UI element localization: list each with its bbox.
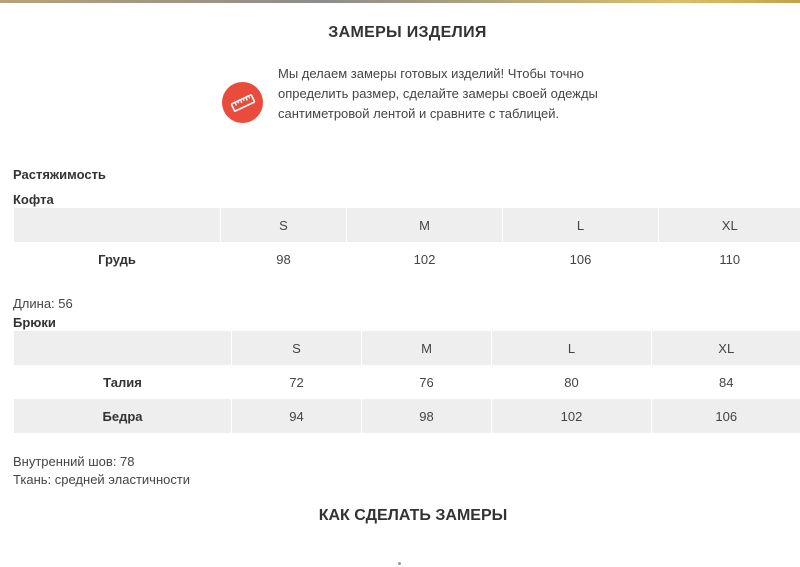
- size-header: M: [347, 208, 503, 242]
- table-header-row: [14, 331, 800, 365]
- page-title: ЗАМЕРЫ ИЗДЕЛИЯ: [328, 24, 487, 41]
- top-size-table: [13, 208, 800, 276]
- table-row: [14, 365, 800, 399]
- table-cell: 98: [362, 399, 492, 433]
- table-cell: 76: [362, 365, 492, 399]
- row-label: Грудь: [14, 242, 221, 276]
- intro-text: Мы делаем замеры готовых изделий! Чтобы точно определить размер, сделайте замеры своей одежды сантиметровой лентой и сравните с таблицей.: [278, 66, 598, 121]
- size-header: S: [232, 331, 362, 365]
- table-cell: 72: [232, 365, 362, 399]
- table-header-row: [14, 208, 800, 242]
- size-header: M: [362, 331, 492, 365]
- size-header: S: [221, 208, 347, 242]
- table-cell: 94: [232, 399, 362, 433]
- fabric-note: Ткань: средней эластичности: [13, 472, 191, 487]
- table-cell: 98: [221, 242, 347, 276]
- howto-title: КАК СДЕЛАТЬ ЗАМЕРЫ: [318, 507, 508, 524]
- length-note: Длина: 56: [13, 296, 73, 311]
- top-banner-strip: [0, 0, 800, 3]
- size-header: L: [492, 331, 652, 365]
- row-label: Бедра: [14, 399, 232, 433]
- pants-size-table: [13, 331, 800, 433]
- intro-block: [222, 64, 622, 144]
- size-header: L: [503, 208, 659, 242]
- table-cell: 102: [347, 242, 503, 276]
- table-cell: 102: [492, 399, 652, 433]
- table-cell: 106: [652, 399, 800, 433]
- table-row: [14, 399, 800, 433]
- header-empty-cell: [14, 331, 232, 365]
- table-cell: 84: [652, 365, 800, 399]
- size-header: XL: [652, 331, 800, 365]
- table-cell: 106: [503, 242, 659, 276]
- top-section-title: Кофта: [13, 192, 54, 207]
- header-empty-cell: [14, 208, 221, 242]
- row-label: Талия: [14, 365, 232, 399]
- table-cell: 80: [492, 365, 652, 399]
- size-header: XL: [659, 208, 800, 242]
- table-cell: 110: [659, 242, 800, 276]
- inseam-note: Внутренний шов: 78: [13, 454, 135, 469]
- stretch-label: Растяжимость: [13, 167, 106, 182]
- pants-section-title: Брюки: [13, 315, 56, 330]
- table-row: [14, 242, 800, 276]
- ruler-icon: [222, 82, 263, 123]
- decorative-dot: [398, 562, 401, 565]
